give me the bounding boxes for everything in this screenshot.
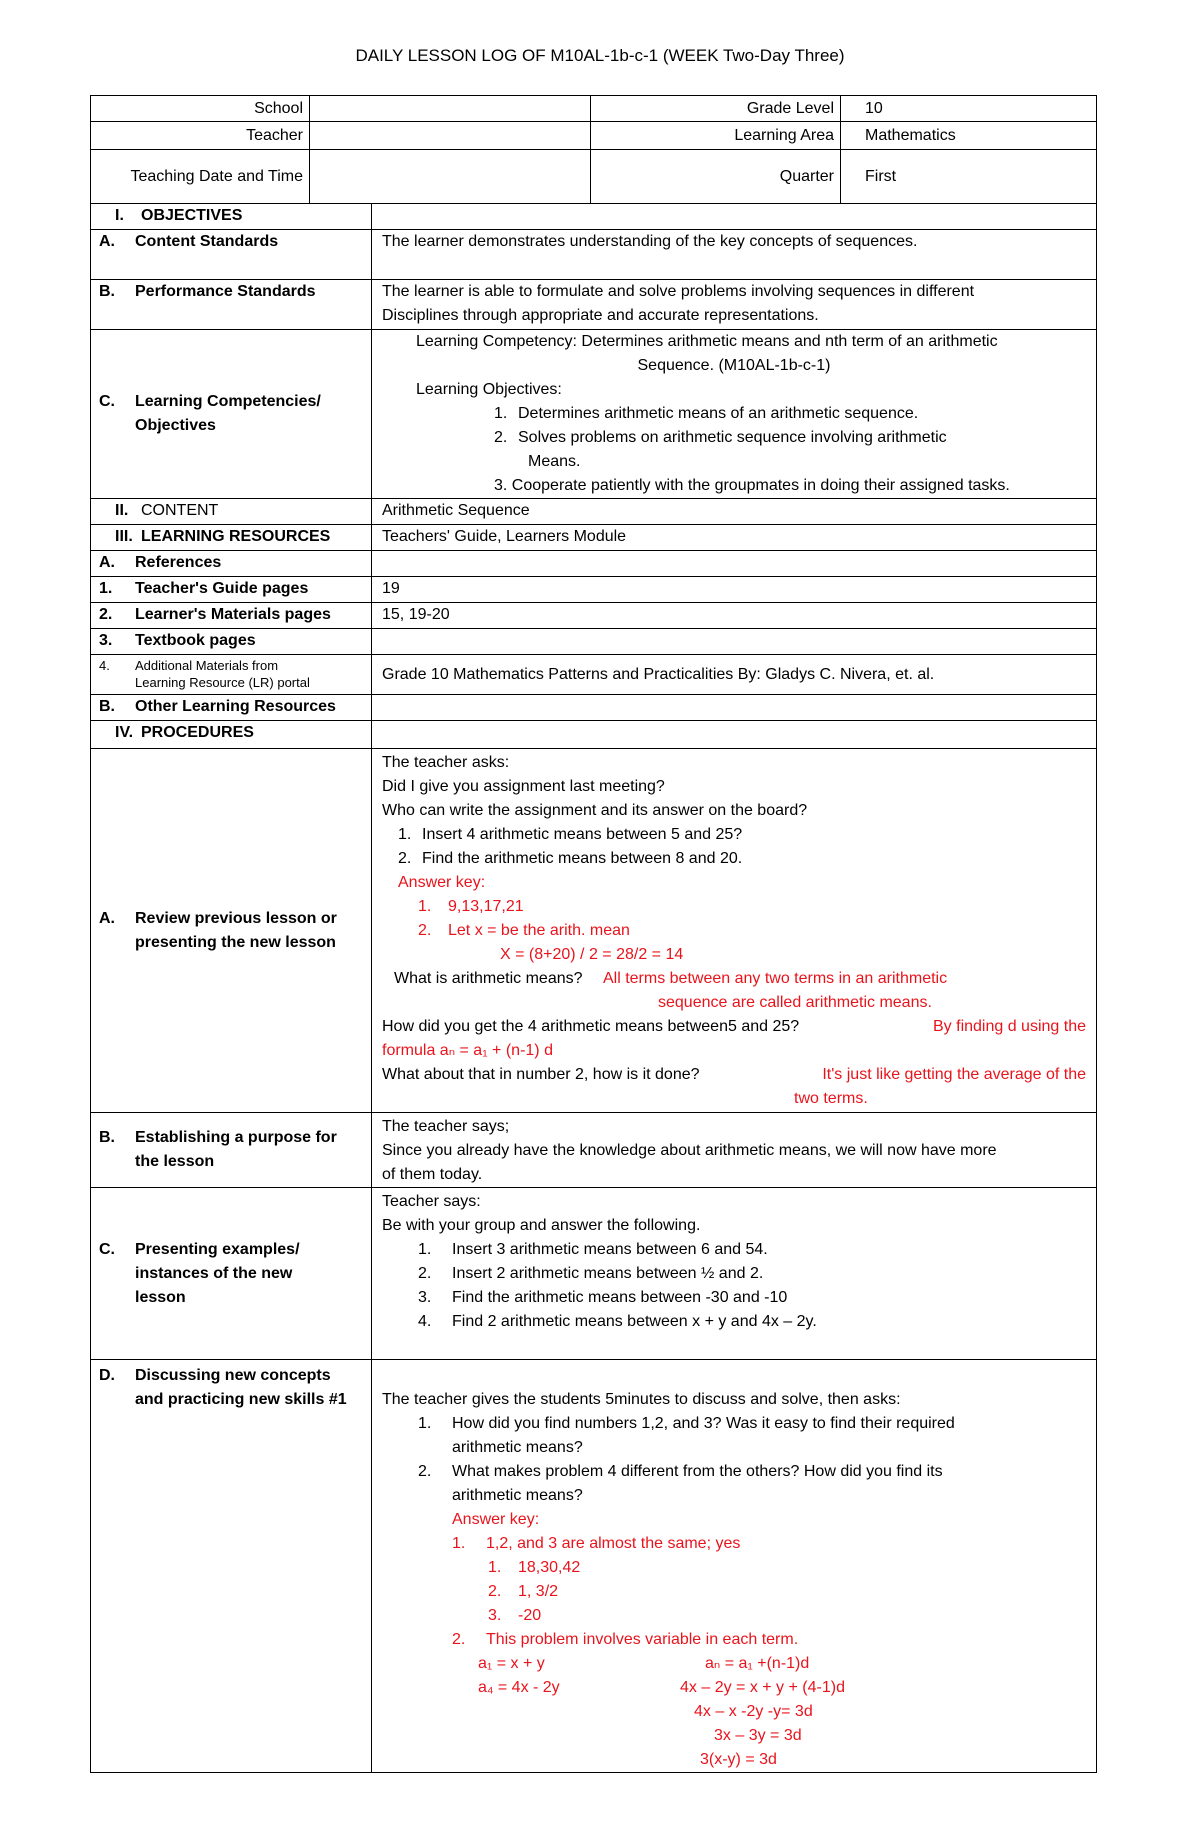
competencies-label2: Objectives (135, 417, 216, 434)
purpose-line: of them today. (382, 1166, 483, 1183)
learners-materials-value: 15, 19-20 (372, 603, 1097, 629)
content-label: CONTENT (141, 502, 219, 519)
discussion-sub-answer: 1. 18,30,42 (488, 1559, 581, 1576)
examples-label2: instances of the new (135, 1264, 293, 1282)
discussion-sub-answer: 3. -20 (488, 1607, 542, 1624)
equation-line (382, 1652, 1086, 1676)
school-label: School (91, 96, 310, 122)
equation-left: a₁ = x + y (478, 1655, 545, 1672)
content-standards-label: Content Standards (135, 233, 279, 250)
performance-standards-num: B. (99, 283, 115, 300)
examples-label1: Presenting examples/ (135, 1240, 300, 1258)
objective-item: 3. Cooperate patiently with the groupmates in doing their assigned tasks. (494, 477, 1010, 494)
review-answer: 1. 9,13,17,21 (418, 898, 524, 915)
examples-row (91, 1188, 1097, 1360)
review-num: A. (99, 909, 115, 927)
review-what-answer: All terms between any two terms in an arithmetic (602, 970, 948, 987)
equation-right: aₙ = a₁ +(n-1)d (705, 1655, 810, 1672)
header-table (90, 95, 1097, 204)
content-standards-num: A. (99, 233, 115, 250)
review-how-question: How did you get the 4 arithmetic means between5 and 25? (382, 1018, 800, 1035)
discussion-question: 1. How did you find numbers 1,2, and 3? Was it easy to find their required (418, 1415, 955, 1432)
examples-item: 2. Insert 2 arithmetic means between ½ and 2. (418, 1265, 764, 1282)
objectives-subheading: Learning Objectives: (416, 381, 562, 398)
discussion-num: D. (99, 1367, 115, 1384)
procedures-num: IV. (115, 724, 134, 741)
discussion-answer: 1. 1,2, and 3 are almost the same; yes (452, 1535, 741, 1552)
textbook-label: Textbook pages (135, 632, 256, 649)
objective-item: 2. Solves problems on arithmetic sequence involving arithmetic (494, 429, 947, 446)
textbook-num: 3. (99, 632, 113, 649)
learners-materials-label: Learner's Materials pages (135, 606, 331, 623)
additional-materials-label2: Learning Resource (LR) portal (135, 675, 310, 690)
purpose-num: B. (99, 1129, 115, 1146)
review-answer-key-label: Answer key: (398, 874, 486, 891)
additional-materials-row (91, 655, 1097, 695)
references-label: References (135, 554, 222, 571)
teachers-guide-row (91, 577, 1097, 603)
review-about-answer: It's just like getting the average of the (822, 1066, 1086, 1083)
textbook-row (91, 629, 1097, 655)
review-what-answer-cont: sequence are called arithmetic means. (658, 994, 932, 1011)
examples-item: 3. Find the arithmetic means between -30 and -10 (418, 1289, 788, 1306)
procedures-heading-row (91, 721, 1097, 749)
purpose-label2: the lesson (135, 1153, 215, 1170)
discussion-question-cont: arithmetic means? (452, 1439, 583, 1456)
review-about-answer-cont: two terms. (794, 1090, 868, 1107)
other-resources-num: B. (99, 698, 115, 715)
resources-num: III. (115, 528, 133, 545)
review-label2: presenting the new lesson (135, 933, 336, 951)
quarter-value: First (841, 150, 1097, 204)
discussion-row (91, 1360, 1097, 1773)
review-label1: Review previous lesson or (135, 909, 337, 927)
teacher-value (310, 122, 591, 150)
performance-standards-line1: The learner is able to formulate and solve problems involving sequences in different (382, 283, 975, 300)
teachers-guide-value: 19 (372, 577, 1097, 603)
performance-standards-line2: Disciplines through appropriate and accurate representations. (382, 307, 819, 324)
references-row (91, 551, 1097, 577)
other-resources-row (91, 695, 1097, 721)
examples-line: Teacher says: (382, 1193, 481, 1210)
teacher-label: Teacher (91, 122, 310, 150)
learners-materials-num: 2. (99, 606, 113, 623)
discussion-answer: 2. This problem involves variable in each term. (452, 1631, 799, 1648)
equation-line (382, 1700, 1086, 1724)
review-question: 2. Find the arithmetic means between 8 and 20. (398, 850, 743, 867)
date-label: Teaching Date and Time (91, 150, 310, 204)
equation-line (382, 1748, 1086, 1772)
objective-item-cont: Means. (528, 453, 581, 470)
review-how-answer-cont: formula aₙ = a₁ + (n-1) d (382, 1042, 553, 1059)
lesson-table (90, 203, 1097, 1773)
examples-item: 1. Insert 3 arithmetic means between 6 and 54. (418, 1241, 768, 1258)
equation-line (382, 1676, 1086, 1700)
purpose-line: Since you already have the knowledge about arithmetic means, we will now have more (382, 1142, 997, 1159)
content-standards-text: The learner demonstrates understanding of the key concepts of sequences. (372, 230, 1097, 280)
examples-line: Be with your group and answer the following. (382, 1217, 701, 1234)
purpose-label1: Establishing a purpose for (135, 1129, 337, 1146)
objectives-heading: OBJECTIVES (141, 207, 243, 224)
resources-label: LEARNING RESOURCES (141, 528, 331, 545)
competency-line1: Learning Competency: Determines arithmetic means and nth term of an arithmetic (416, 333, 998, 350)
additional-materials-num: 4. (99, 658, 110, 673)
review-answer-formula: X = (8+20) / 2 = 28/2 = 14 (500, 946, 684, 963)
purpose-row (91, 1113, 1097, 1188)
procedures-label: PROCEDURES (141, 724, 254, 741)
performance-standards-row (91, 280, 1097, 330)
objectives-heading-row (91, 204, 1097, 230)
discussion-answer-key-label: Answer key: (452, 1511, 540, 1528)
competencies-num: C. (99, 393, 115, 410)
review-answer: 2. Let x = be the arith. mean (418, 922, 630, 939)
review-question: 1. Insert 4 arithmetic means between 5 and 25? (398, 826, 743, 843)
equation-right: 4x – 2y = x + y + (4-1)d (680, 1679, 845, 1696)
equation-line (382, 1724, 1086, 1748)
performance-standards-label: Performance Standards (135, 283, 316, 300)
equation-step: 3(x-y) = 3d (700, 1751, 777, 1768)
equation-left: a₄ = 4x - 2y (478, 1679, 560, 1696)
examples-num: C. (99, 1240, 115, 1258)
other-resources-label: Other Learning Resources (135, 698, 336, 715)
discussion-question-cont: arithmetic means? (452, 1487, 583, 1504)
discussion-label1: Discussing new concepts (135, 1367, 331, 1384)
area-label: Learning Area (591, 122, 841, 150)
teachers-guide-num: 1. (99, 580, 113, 597)
content-standards-row (91, 230, 1097, 280)
discussion-line: The teacher gives the students 5minutes to discuss and solve, then asks: (382, 1391, 901, 1408)
discussion-label2: and practicing new skills #1 (135, 1391, 347, 1408)
content-row (91, 499, 1097, 525)
competencies-row (91, 330, 1097, 499)
review-about-question: What about that in number 2, how is it done? (382, 1066, 700, 1083)
examples-label3: lesson (135, 1288, 186, 1306)
learners-materials-row (91, 603, 1097, 629)
competencies-label1: Learning Competencies/ (135, 393, 321, 410)
competency-line2: Sequence. (M10AL-1b-c-1) (637, 357, 831, 374)
content-num: II. (115, 502, 129, 519)
teachers-guide-label: Teacher's Guide pages (135, 580, 309, 597)
grade-label: Grade Level (591, 96, 841, 122)
review-what-question: What is arithmetic means? (394, 970, 583, 987)
school-value (310, 96, 591, 122)
equation-step: 3x – 3y = 3d (714, 1727, 802, 1744)
resources-heading-row (91, 525, 1097, 551)
review-row (91, 749, 1097, 1113)
review-line: Did I give you assignment last meeting? (382, 778, 665, 795)
examples-item: 4. Find 2 arithmetic means between x + y and 4x – 2y. (418, 1313, 817, 1330)
date-value (310, 150, 591, 204)
area-value: Mathematics (841, 122, 1097, 150)
objectives-num: I. (115, 207, 124, 224)
quarter-label: Quarter (591, 150, 841, 204)
discussion-sub-answer: 2. 1, 3/2 (488, 1583, 559, 1600)
additional-materials-label1: Additional Materials from (135, 658, 279, 673)
page-title: DAILY LESSON LOG OF M10AL-1b-c-1 (WEEK Two-Day Three) (355, 46, 845, 65)
equation-step: 4x – x -2y -y= 3d (694, 1703, 813, 1720)
purpose-line: The teacher says; (382, 1118, 510, 1135)
objective-item: 1. Determines arithmetic means of an arithmetic sequence. (494, 405, 919, 422)
references-num: A. (99, 554, 115, 571)
discussion-question: 2. What makes problem 4 different from the others? How did you find its (418, 1463, 943, 1480)
additional-materials-value: Grade 10 Mathematics Patterns and Practicalities By: Gladys C. Nivera, et. al. (372, 655, 1097, 695)
review-line: Who can write the assignment and its answer on the board? (382, 802, 808, 819)
review-how-answer: By finding d using the (933, 1018, 1086, 1035)
review-line: The teacher asks: (382, 754, 510, 771)
content-value: Arithmetic Sequence (372, 499, 1097, 525)
grade-value: 10 (841, 96, 1097, 122)
resources-value: Teachers' Guide, Learners Module (372, 525, 1097, 551)
